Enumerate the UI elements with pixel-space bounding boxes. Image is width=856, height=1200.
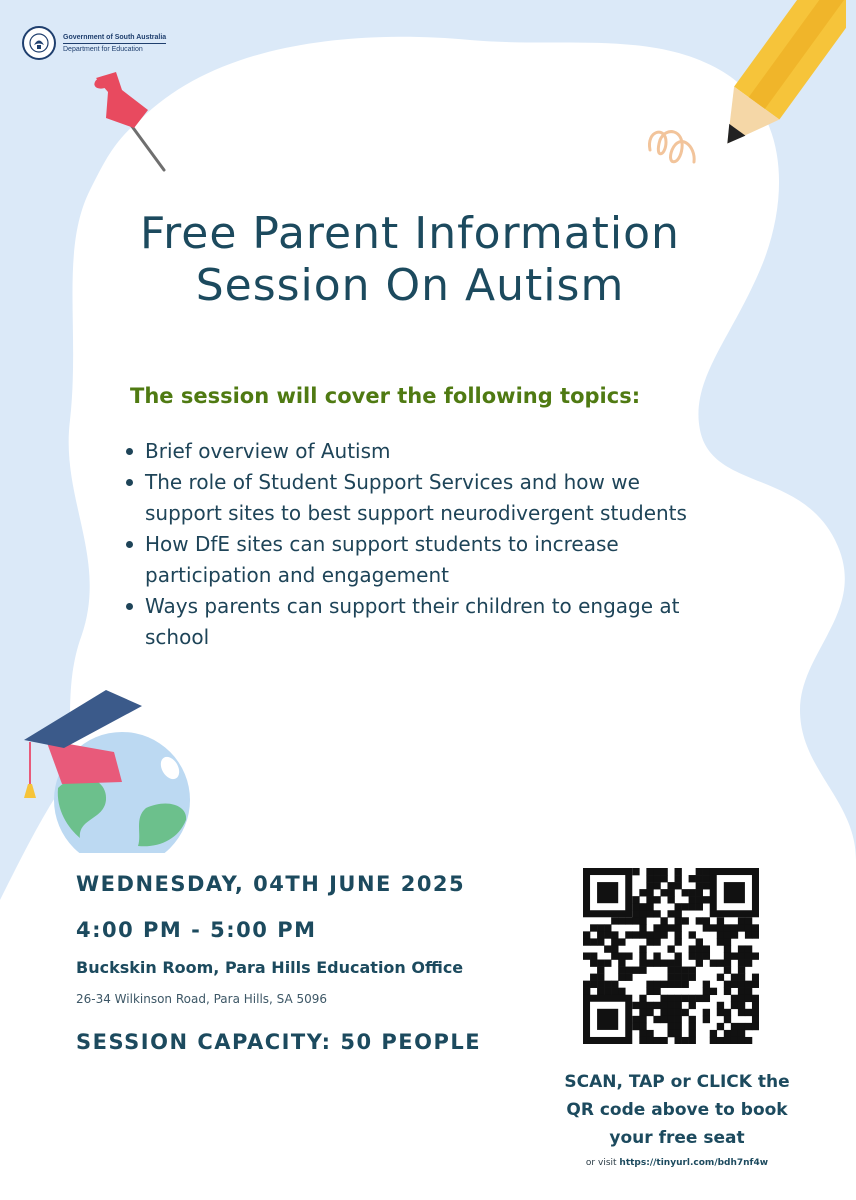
event-date: WEDNESDAY, 04TH JUNE 2025	[76, 872, 466, 896]
department-name: Department for Education	[63, 45, 143, 53]
graduation-globe-icon	[18, 688, 198, 853]
pencil-icon	[636, 0, 846, 190]
session-capacity: SESSION CAPACITY: 50 PEOPLE	[76, 1030, 482, 1054]
list-item: Brief overview of Autism	[118, 436, 808, 467]
government-crest-icon	[22, 26, 56, 60]
page-title	[60, 208, 760, 312]
event-time: 4:00 PM - 5:00 PM	[76, 918, 317, 942]
visit-prefix: or visit	[585, 1158, 617, 1168]
qr-code-icon[interactable]	[583, 868, 759, 1044]
booking-url-line	[532, 1158, 822, 1168]
booking-link[interactable]: https://tinyurl.com/bdh7nf4w	[619, 1158, 769, 1168]
pushpin-icon	[86, 70, 176, 180]
list-item: The role of Student Support Services and how we support sites to best support neurodivergent students	[118, 467, 808, 529]
list-item: Ways parents can support their children to engage at school	[118, 591, 808, 653]
event-venue: Buckskin Room, Para Hills Education Office	[76, 958, 464, 977]
list-item: How DfE sites can support students to increase participation and engagement	[118, 529, 808, 591]
booking-instructions: SCAN, TAP or CLICK the QR code above to book your free seat	[564, 1072, 790, 1148]
org-name: Government of South Australia	[63, 34, 166, 44]
topics-heading: The session will cover the following topics:	[130, 384, 641, 408]
title-line-2: Session On Autism	[195, 260, 625, 311]
government-logo	[22, 26, 166, 60]
event-address: 26-34 Wilkinson Road, Para Hills, SA 5096	[76, 992, 328, 1006]
topics-list	[118, 436, 808, 653]
title-line-1: Free Parent Information	[140, 208, 680, 259]
